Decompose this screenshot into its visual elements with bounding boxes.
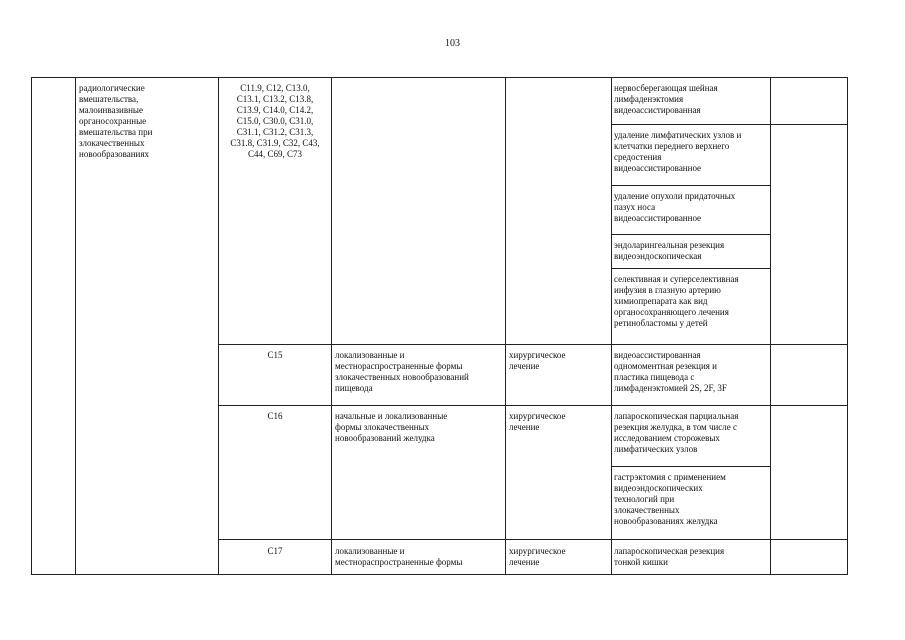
row-divider	[218, 539, 848, 540]
method-cell: гастрэктомия с применением видеоэндоскопических технологий при злокачественных новообразованиях желудка	[614, 472, 726, 526]
column-divider	[331, 77, 332, 575]
row-divider	[611, 268, 770, 269]
method-cell: удаление опухоли придаточных пазух носа видеоассистированное	[614, 191, 736, 223]
row-divider	[611, 466, 770, 467]
diagnosis-cell: локализованные и местнораспространенные формы злокачественных новообразований пищевода	[335, 350, 469, 393]
treatment-cell: хирургическое лечение	[509, 546, 566, 567]
treatment-cell: хирургическое лечение	[509, 350, 566, 371]
row-divider	[218, 405, 848, 406]
column-divider	[505, 77, 506, 575]
page-number: 103	[445, 38, 460, 49]
diagnosis-cell: локализованные и местнораспространенные формы	[335, 546, 463, 567]
method-cell: селективная и суперселективная инфузия в глазную артерию химиопрепарата как вид органосохраняющего лечения ретинобластомы у детей	[614, 274, 739, 328]
row-divider	[770, 124, 848, 125]
diagnosis-cell: начальные и локализованные формы злокачественных новообразований желудка	[335, 411, 448, 443]
code-cell: C15	[267, 350, 283, 360]
code-cell: C16	[267, 411, 283, 421]
row-divider	[611, 234, 770, 235]
method-cell: видеоассистированная одномоментная резекция и пластика пищевода с лимфаденэктомией 2S, 2F, 3F	[614, 350, 727, 393]
method-cell: нервосберегающая шейная лимфаденэктомия видеоассистированная	[614, 83, 718, 115]
method-cell: лапароскопическая парциальная резекция желудка, в том числе с исследованием сторожевых лимфатических узлов	[614, 411, 739, 454]
treatment-cell: хирургическое лечение	[509, 411, 566, 432]
row-divider	[218, 344, 848, 345]
column-divider	[611, 77, 612, 575]
code-cell: C17	[267, 546, 283, 556]
row-divider	[611, 124, 770, 125]
code-cell: C11.9, C12, C13.0, C13.1, C13.2, C13.8, C13.9, C14.0, C14.2, C15.0, C30.0, C31.0, C31.1, C31.2, C31.3, C31.8, C31.9, C32, C43, C44, C69, C73	[230, 83, 320, 159]
column-divider	[75, 77, 76, 575]
method-cell: эндоларингеальная резекция видеоэндоскопическая	[614, 240, 725, 261]
column-divider	[770, 77, 771, 575]
intervention-type-cell: радиологические вмешательства, малоинвазивные органосохранные вмешательства при злокачественных новообразованиях	[79, 83, 153, 159]
method-cell: лапароскопическая резекция тонкой кишки	[614, 546, 725, 567]
row-divider	[611, 185, 770, 186]
method-cell: удаление лимфатических узлов и клетчатки переднего верхнего средостения видеоассистированное	[614, 130, 742, 173]
